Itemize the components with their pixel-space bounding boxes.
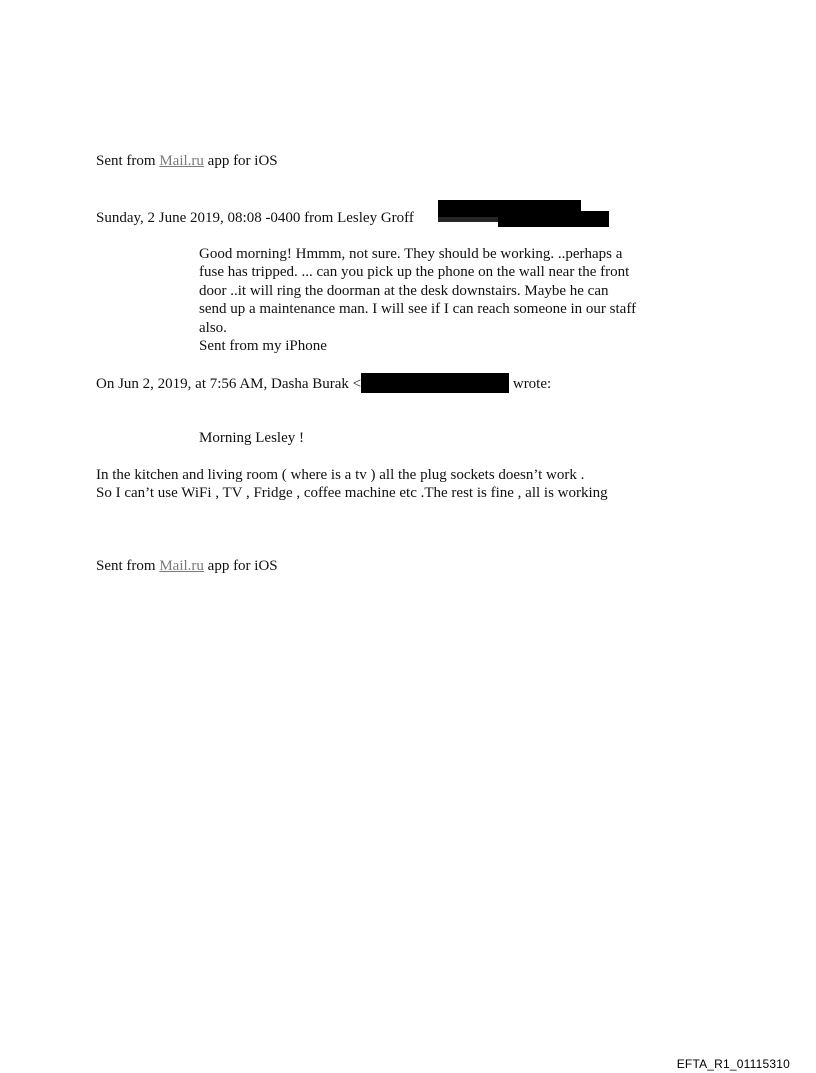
mailru-link[interactable]: Mail.ru: [159, 558, 204, 574]
reply-body-line: door ..it will ring the doorman at the desk downstairs. Maybe he can: [199, 282, 609, 299]
mailru-link[interactable]: Mail.ru: [159, 153, 204, 169]
document-id: EFTA_R1_01115310: [676, 1057, 790, 1071]
reply-body-line: also.: [199, 319, 227, 336]
reply-body-line: send up a maintenance man. I will see if I can reach someone in our staff: [199, 301, 637, 318]
original-header-prefix: On Jun 2, 2019, at 7:56 AM, Dasha Burak <: [96, 376, 362, 392]
original-header-suffix: wrote:: [509, 376, 552, 392]
sent-from-signature-top: [96, 152, 278, 170]
original-greeting: Morning Lesley !: [199, 430, 304, 446]
reply-header: [96, 209, 414, 227]
reply-header-text: Sunday, 2 June 2019, 08:08 -0400 from Lesley Groff: [96, 210, 414, 226]
sent-from-prefix: Sent from: [96, 558, 160, 574]
reply-body: [199, 245, 679, 355]
sent-from-suffix: app for iOS: [203, 153, 278, 169]
redaction-box: [361, 373, 509, 393]
original-body-line: In the kitchen and living room ( where is a tv ) all the plug sockets doesn’t work .: [96, 467, 585, 483]
sent-from-suffix: app for iOS: [203, 558, 278, 574]
original-header: [96, 373, 551, 393]
reply-body-signature: Sent from my iPhone: [199, 338, 327, 355]
redaction-box: [438, 215, 498, 222]
original-body-line: So I can’t use WiFi , TV , Fridge , coffee machine etc .The rest is fine , all is working: [96, 485, 608, 501]
reply-body-line: fuse has tripped. ... can you pick up the phone on the wall near the front: [199, 264, 630, 281]
redaction-box: [498, 211, 609, 227]
reply-body-line: Good morning! Hmmm, not sure. They should be working. ..perhaps a: [199, 246, 623, 262]
sent-from-signature-bottom: [96, 557, 278, 575]
sent-from-prefix: Sent from: [96, 153, 160, 169]
